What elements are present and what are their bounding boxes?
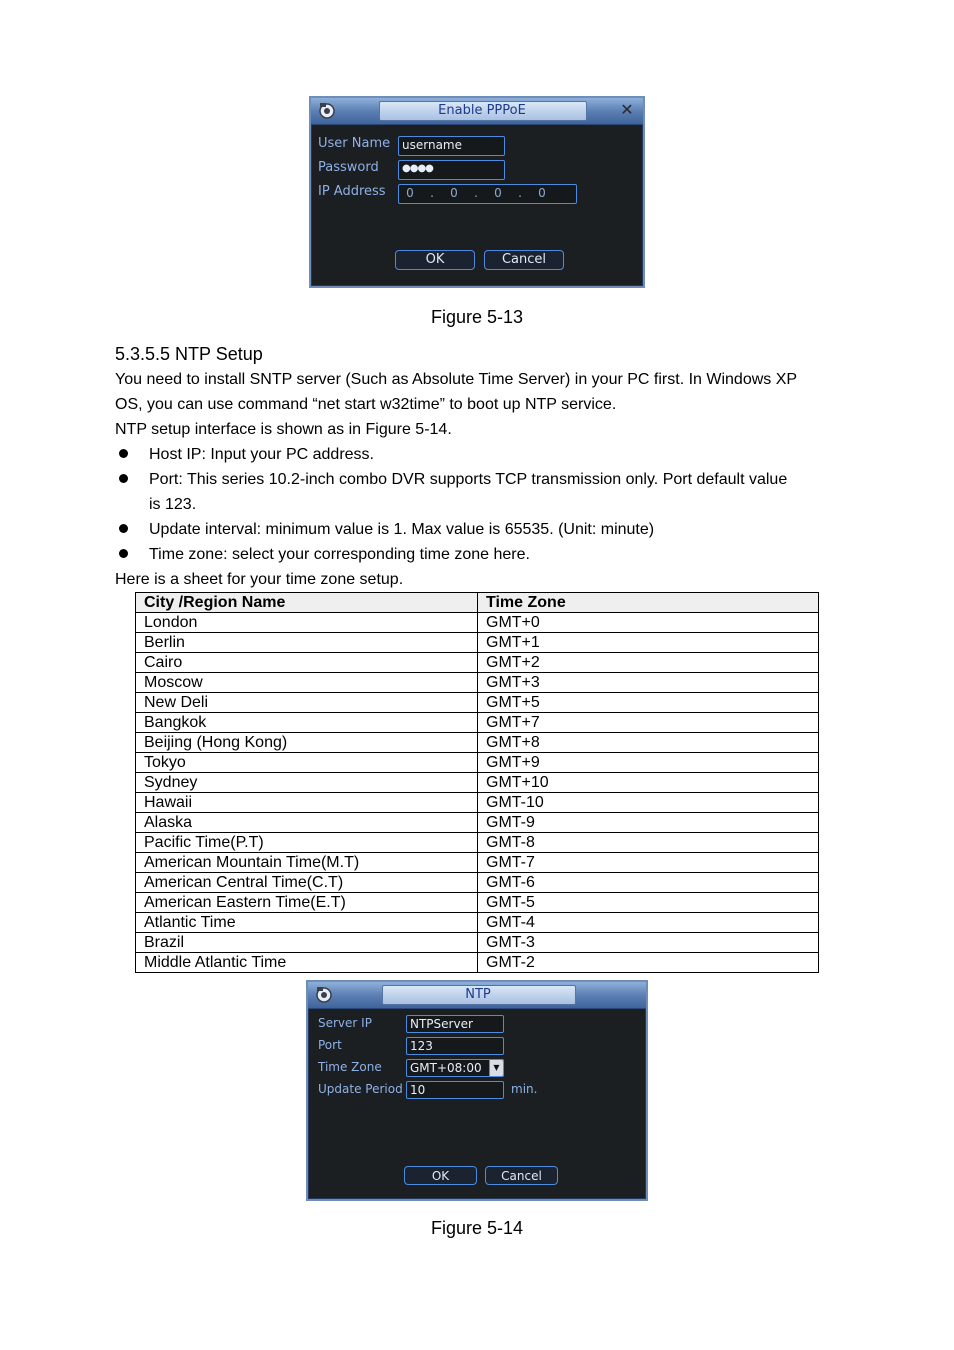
bullet-icon [119, 449, 128, 458]
pppoe-dialog-titlebar [311, 98, 643, 125]
port-label: Port [318, 1038, 342, 1052]
table-row [136, 913, 819, 933]
table-row [136, 773, 819, 793]
figure-caption: Figure 5-14 [430, 1218, 524, 1238]
city-cell: Atlantic Time [136, 913, 478, 933]
pppoe-dialog-title: Enable PPPoE [438, 103, 526, 118]
table-row [136, 673, 819, 693]
timezone-cell: GMT+0 [478, 613, 819, 633]
intro-paragraph-line: You need to install SNTP server (Such as Absolute Time Server) in your PC first. In Windows XP [115, 371, 798, 388]
table-row [136, 653, 819, 673]
city-cell: Bangkok [136, 713, 478, 733]
city-cell: Tokyo [136, 753, 478, 773]
time-zone-label: Time Zone [318, 1060, 382, 1074]
table-row [136, 613, 819, 633]
bullet-item: Time zone: select your corresponding time zone here. [149, 546, 530, 563]
city-cell: American Eastern Time(E.T) [136, 893, 478, 913]
table-row [136, 833, 819, 853]
timezone-cell: GMT+7 [478, 713, 819, 733]
chevron-down-icon[interactable]: ▼ [489, 1060, 503, 1076]
column-header-timezone: Time Zone [478, 593, 819, 613]
timezone-cell: GMT-5 [478, 893, 819, 913]
table-row [136, 633, 819, 653]
city-cell: London [136, 613, 478, 633]
update-period-label: Update Period [318, 1082, 403, 1096]
intro-paragraph-line: NTP setup interface is shown as in Figure 5-14. [115, 421, 452, 438]
timezone-cell: GMT-6 [478, 873, 819, 893]
table-header-row [136, 593, 819, 613]
timezone-cell: GMT+2 [478, 653, 819, 673]
time-zone-select[interactable] [406, 1059, 504, 1077]
city-cell: American Mountain Time(M.T) [136, 853, 478, 873]
server-ip-label: Server IP [318, 1016, 372, 1030]
username-input[interactable]: username [398, 136, 505, 156]
password-input[interactable]: ●●●● [398, 160, 505, 180]
dvr-logo-icon [317, 101, 337, 121]
pppoe-dialog [309, 96, 645, 288]
table-row [136, 953, 819, 973]
intro-paragraph-line: OS, you can use command “net start w32time” to boot up NTP service. [115, 396, 617, 413]
update-period-input[interactable]: 10 [406, 1081, 504, 1099]
ntp-dialog-titlebar [308, 982, 646, 1009]
table-row [136, 813, 819, 833]
city-cell: Middle Atlantic Time [136, 953, 478, 973]
ok-button[interactable]: OK [395, 250, 475, 270]
ntp-dialog [306, 980, 648, 1201]
section-heading: 5.3.5.5 NTP Setup [115, 344, 263, 364]
bullet-item: Port: This series 10.2-inch combo DVR supports TCP transmission only. Port default value [149, 471, 788, 488]
ip-octet-4: 0 [538, 186, 546, 200]
table-row [136, 873, 819, 893]
city-cell: Pacific Time(P.T) [136, 833, 478, 853]
cancel-button[interactable]: Cancel [485, 1166, 558, 1185]
table-row [136, 713, 819, 733]
ip-octet-3: 0 [494, 186, 502, 200]
timezone-cell: GMT-8 [478, 833, 819, 853]
timezone-cell: GMT+8 [478, 733, 819, 753]
timezone-cell: GMT+3 [478, 673, 819, 693]
time-zone-selected-value: GMT+08:00 [410, 1061, 482, 1075]
bullet-item-continued: is 123. [149, 496, 197, 513]
ok-button[interactable]: OK [404, 1166, 477, 1185]
bullet-icon [119, 549, 128, 558]
cancel-button[interactable]: Cancel [484, 250, 564, 270]
timezone-table [135, 592, 819, 973]
table-row [136, 853, 819, 873]
city-cell: Moscow [136, 673, 478, 693]
ntp-dialog-title: NTP [465, 987, 491, 1002]
table-row [136, 933, 819, 953]
ip-octet-1: 0 [406, 186, 414, 200]
table-intro: Here is a sheet for your time zone setup. [115, 571, 404, 588]
city-cell: Sydney [136, 773, 478, 793]
table-row [136, 793, 819, 813]
username-label: User Name [318, 136, 391, 151]
timezone-cell: GMT-3 [478, 933, 819, 953]
timezone-cell: GMT-2 [478, 953, 819, 973]
table-row [136, 733, 819, 753]
timezone-cell: GMT-7 [478, 853, 819, 873]
update-period-unit: min. [511, 1082, 538, 1096]
timezone-cell: GMT+9 [478, 753, 819, 773]
ip-octet-2: 0 [450, 186, 458, 200]
timezone-cell: GMT-4 [478, 913, 819, 933]
city-cell: Beijing (Hong Kong) [136, 733, 478, 753]
ip-address-input[interactable]: 0 . 0 . 0 . 0 [398, 184, 577, 204]
bullet-icon [119, 474, 128, 483]
city-cell: New Deli [136, 693, 478, 713]
ip-address-label: IP Address [318, 184, 386, 199]
timezone-cell: GMT+10 [478, 773, 819, 793]
city-cell: Alaska [136, 813, 478, 833]
port-input[interactable]: 123 [406, 1037, 504, 1055]
table-row [136, 893, 819, 913]
timezone-cell: GMT-9 [478, 813, 819, 833]
bullet-icon [119, 524, 128, 533]
timezone-cell: GMT+5 [478, 693, 819, 713]
table-row [136, 693, 819, 713]
city-cell: Hawaii [136, 793, 478, 813]
city-cell: American Central Time(C.T) [136, 873, 478, 893]
table-row [136, 753, 819, 773]
bullet-item: Host IP: Input your PC address. [149, 446, 374, 463]
timezone-cell: GMT+1 [478, 633, 819, 653]
timezone-cell: GMT-10 [478, 793, 819, 813]
city-cell: Cairo [136, 653, 478, 673]
city-cell: Berlin [136, 633, 478, 653]
city-cell: Brazil [136, 933, 478, 953]
close-icon[interactable]: ✕ [620, 100, 634, 119]
bullet-item: Update interval: minimum value is 1. Max value is 65535. (Unit: minute) [149, 521, 655, 538]
dvr-logo-icon [314, 985, 334, 1005]
password-label: Password [318, 160, 379, 175]
figure-caption: Figure 5-13 [430, 307, 524, 327]
server-ip-input[interactable]: NTPServer [406, 1015, 504, 1033]
column-header-city: City /Region Name [136, 593, 478, 613]
